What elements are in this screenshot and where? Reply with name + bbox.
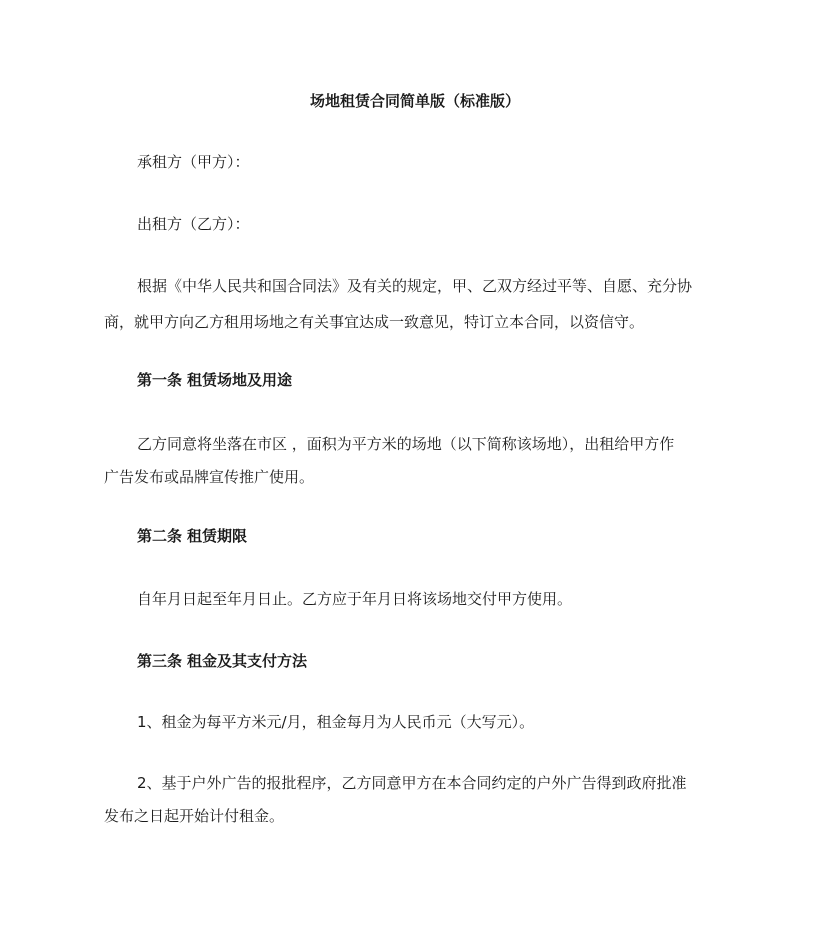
preamble-line-1: 根据《中华人民共和国合同法》及有关的规定，甲、乙双方经过平等、自愿、充分协 xyxy=(137,277,693,295)
preamble-line-2: 商，就甲方向乙方租用场地之有关事宜达成一致意见，特订立本合同，以资信守。 xyxy=(104,313,645,331)
article-heading xyxy=(137,369,292,391)
article-number: 第一条 xyxy=(137,371,183,389)
article-heading xyxy=(137,650,307,672)
article-title: 租赁期限 xyxy=(187,527,248,545)
article-title: 租金及其支付方法 xyxy=(187,652,308,670)
article-number: 第二条 xyxy=(137,527,183,545)
article-number: 第三条 xyxy=(137,652,183,670)
article-2-line-1: 自年月日起至年月日止。乙方应于年月日将该场地交付甲方使用。 xyxy=(137,590,573,608)
article-title: 租赁场地及用途 xyxy=(187,371,293,389)
article-heading xyxy=(137,525,247,547)
article-3-para-2-line-2: 发布之日起开始计付租金。 xyxy=(104,807,285,825)
article-1-line-2: 广告发布或品牌宣传推广使用。 xyxy=(104,468,315,486)
document-title: 场地租赁合同简单版（标准版） xyxy=(309,92,520,110)
lessee-line: 承租方（甲方）： xyxy=(137,153,250,171)
article-3-para-1-line-1: 1、租金为每平方米元/月，租金每月为人民币元（大写元）。 xyxy=(137,713,535,731)
article-3-para-2-line-1: 2、基于户外广告的报批程序，乙方同意甲方在本合同约定的户外广告得到政府批准 xyxy=(137,774,687,792)
lessor-line: 出租方（乙方）： xyxy=(137,215,250,233)
article-1-line-1: 乙方同意将坐落在市区 ，面积为平方米的场地（以下简称该场地），出租给甲方作 xyxy=(137,435,675,453)
